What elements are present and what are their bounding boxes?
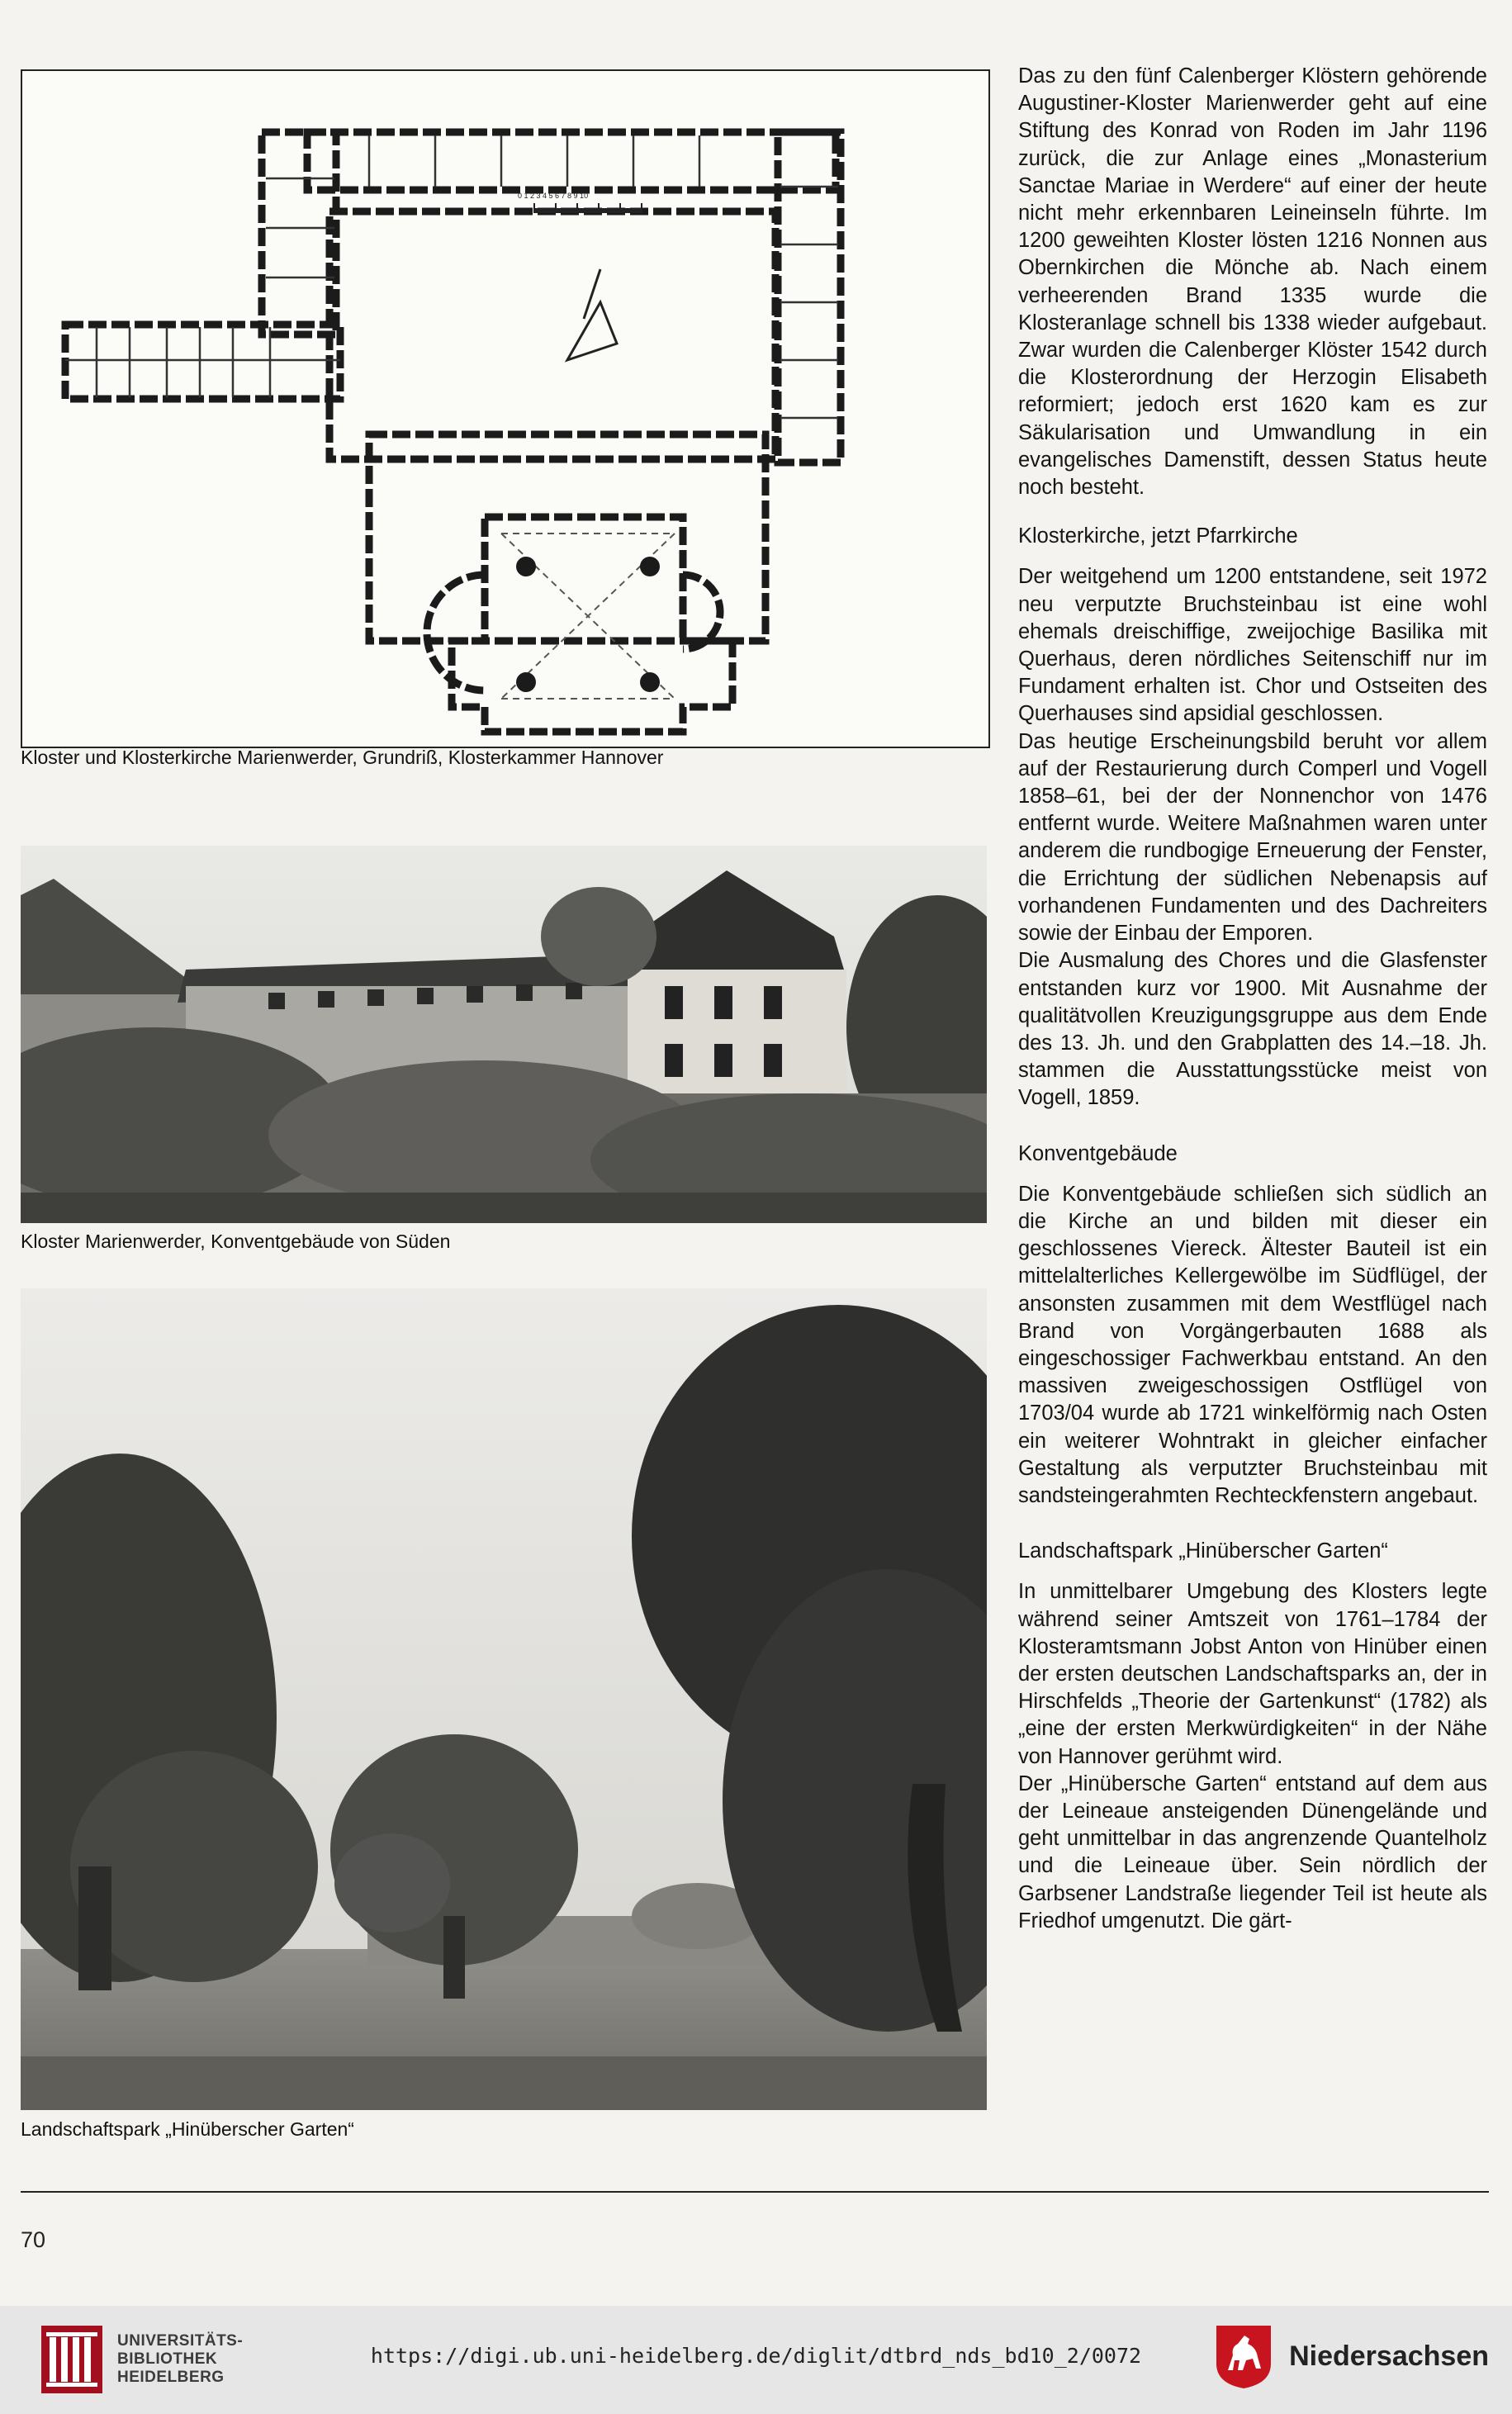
source-url[interactable]: https://digi.ub.uni-heidelberg.de/diglit/dtbrd_nds_bd10_2/0072	[370, 2344, 1142, 2368]
convent-photo	[21, 846, 987, 1223]
footer-rule	[21, 2191, 1489, 2193]
park-photo-drawing	[21, 1288, 987, 2110]
scale-bar-label: 0 1 2 3 4 5 6 7 8 9 10	[518, 192, 589, 200]
church-paragraph-2: Das heutige Erscheinungsbild beruht vor allem auf der Restaurierung durch Comperl und Vogell 1858–61, bei der der Nonnenchor von 1476 entfernt wurde. Weitere Maßnahmen waren unter anderem die rundbogige Erneuerung der Fenster, die Errichtung der südlichen Nebenapsis auf vorhandenen Fundamenten und des Dachreiters sowie der Einbau der Emporen.	[1018, 729, 1487, 946]
park-caption: Landschaftspark „Hinüberscher Garten“	[21, 2118, 354, 2140]
article-text-column	[1018, 63, 1487, 1935]
floor-plan-drawing	[22, 71, 988, 747]
heading-klosterkirche: Klosterkirche, jetzt Pfarrkirche	[1018, 524, 1298, 548]
plan-caption: Kloster und Klosterkirche Marienwerder, Grundriß, Klosterkammer Hannover	[21, 747, 664, 768]
floor-plan-figure	[21, 69, 990, 748]
church-paragraph-3: Die Ausmalung des Chores und die Glasfenster entstanden kurz vor 1900. Mit Ausnahme der qualitätvollen Kreuzigungsgruppe aus dem Ende des 13. Jh. und den Grabplatten des 14.–18. Jh. stammen die Ausstattungsstücke meist von Vogell, 1859.	[1018, 949, 1487, 1110]
scale-bar	[534, 203, 642, 213]
park-paragraph-2: Der „Hinübersche Garten“ entstand auf dem aus der Leineaue ansteigenden Dünengelände und geht unmittelbar in das angrenzende Quantelholz und die Leineaue über. Sein nördlich der Garbsener Landstraße liegender Teil ist heute als Friedhof umgenutzt. Die gärt-	[1018, 1771, 1487, 1933]
intro-paragraph: Das zu den fünf Calenberger Klöstern gehörende Augustiner-Kloster Marienwerder geht auf eine Stiftung des Konrad von Roden im Jahr 1196 zurück, die zur Anlage eines „Monasterium Sanctae Mariae in Werdere“ auf einer der heute nicht mehr erkennbaren Leineinseln führte. Im 1200 geweihten Kloster lösten 1216 Nonnen aus Obernkirchen die Mönche ab. Nach einem verheerenden Brand 1335 wurde die Klosteranlage schnell bis 1338 wieder aufgebaut. Zwar wurden die Calenberger Klöster 1542 durch die Klosterordnung der Herzogin Elisabeth reformiert; jedoch erst 1620 kam es zur Säkularisation und Umwandlung in ein evangelisches Damenstift, dessen Status heute noch besteht.	[1018, 64, 1487, 500]
north-arrow-icon	[567, 269, 617, 360]
convent-caption: Kloster Marienwerder, Konventgebäude von Süden	[21, 1231, 451, 1252]
park-paragraph-1: In unmittelbarer Umgebung des Klosters legte während seiner Amtszeit von 1761–1784 der Klosteramtsmann Jobst Anton von Hinüber einen der ersten deutschen Landschaftsparks an, der in Hirschfelds „Theorie der Gartenkunst“ (1782) als „eine der ersten Merkwürdigkeiten“ in der Nähe von Hannover gerühmt wird.	[1018, 1580, 1487, 1768]
heading-konventgebaeude: Konventgebäude	[1018, 1141, 1178, 1165]
church-paragraph-1: Der weitgehend um 1200 entstandene, seit 1972 neu verputzte Bruchsteinbau ist eine wohl ehemals dreischiffige, zweijochige Basilika mit Querhaus, deren nördliches Seitenschiff nur im Fundament erhalten ist. Chor und Ostseiten des Querhauses sind apsidial geschlossen.	[1018, 565, 1487, 726]
state-logo	[1213, 2322, 1489, 2390]
heading-landschaftspark: Landschaftspark „Hinüberscher Garten“	[1018, 1539, 1388, 1563]
saxony-horse-crest-icon	[1213, 2322, 1274, 2390]
park-photo	[21, 1288, 987, 2110]
state-name: Niedersachsen	[1289, 2340, 1489, 2372]
convent-photo-drawing	[21, 846, 987, 1223]
page-number: 70	[21, 2227, 46, 2252]
digitization-bar	[0, 2306, 1512, 2414]
convent-paragraph: Die Konventgebäude schließen sich südlich an die Kirche an und bilden mit dieser ein geschlossenes Viereck. Ältester Bauteil ist ein mittelalterliches Kellergewölbe im Südflügel, der ansonsten zusammen mit dem Westflügel nach Brand von Vorgängerbauten 1688 als eingeschossiger Fachwerkbau entstand. An den massiven zweigeschossigen Ostflügel von 1703/04 wurde ab 1721 winkelförmig nach Osten ein weiterer Wohntrakt in gleicher einfacher Gestaltung als verputzter Bruchsteinbau mit sandsteingerahmten Rechteckfenstern angebaut.	[1018, 1182, 1487, 1507]
library-name: UNIVERSITÄTS- BIBLIOTHEK HEIDELBERG	[117, 2332, 244, 2386]
